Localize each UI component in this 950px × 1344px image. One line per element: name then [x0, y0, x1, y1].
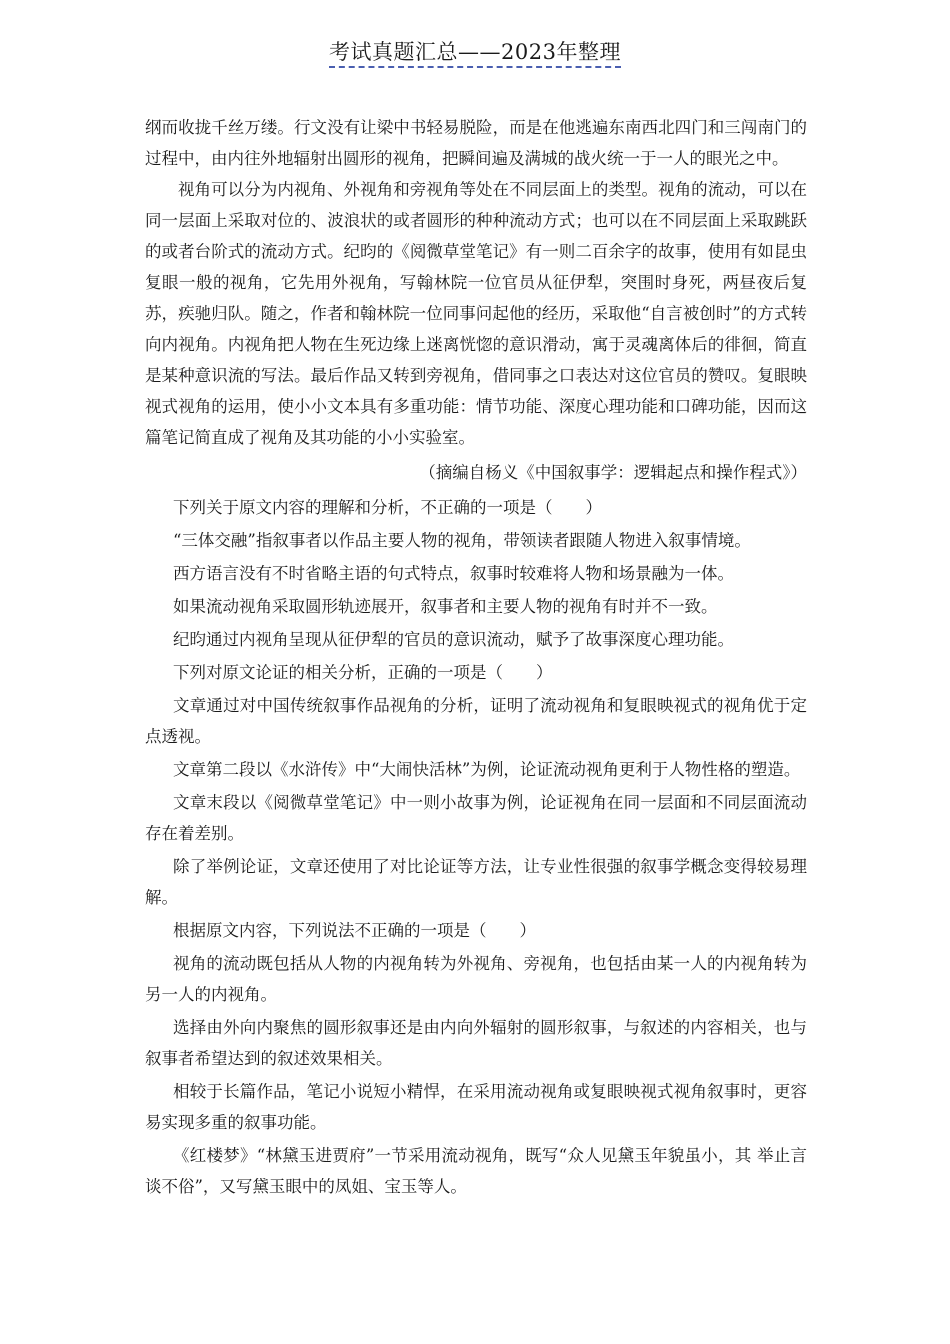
passage-paragraph: 视角可以分为内视角、外视角和旁视角等处在不同层面上的类型。视角的流动，可以在同一层面上采取对位的、波浪状的或者圆形的种种流动方式；也可以在不同层面上采取跳跃的或者台阶式的流动方式。纪昀的《阅微草堂笔记》有一则二百余字的故事，使用有如昆虫复眼一般的视角，它先用外视角，写翰林院一位官员从征伊犁，突围时身死，两昼夜后复苏，疾驰归队。随之，作者和翰林院一位同事问起他的经历，采取他“自言被创时”的方式转向内视角。内视角把人物在生死边缘上迷离恍惚的意识滑动，寓于灵魂离体后的徘徊，简直是某种意识流的写法。最后作品又转到旁视角，借同事之口表达对这位官员的赞叹。复眼映视式视角的运用，使小小文本具有多重功能：情节功能、深度心理功能和口碑功能，因而这篇笔记简直成了视角及其功能的小小实验室。 — [145, 180, 807, 447]
question-option: “三体交融”指叙事者以作品主要人物的视角，带领读者跟随人物进入叙事情境。 — [173, 531, 751, 550]
question-option: 文章末段以《阅微草堂笔记》中一则小故事为例，论证视角在同一层面和不同层面流动存在着差别。 — [145, 793, 807, 843]
question-stem: 下列关于原文内容的理解和分析，不正确的一项是（ ） — [173, 498, 602, 517]
question-option: 除了举例论证，文章还使用了对比论证等方法，让专业性很强的叙事学概念变得较易理解。 — [145, 857, 807, 907]
document-body — [145, 112, 807, 1204]
question-block — [145, 915, 807, 1202]
passage-paragraph: 纲而收拢千丝万缕。行文没有让梁中书轻易脱险，而是在他逃遍东南西北四门和三闯南门的过程中，由内往外地辐射出圆形的视角，把瞬间遍及满城的战火统一于一人的眼光之中。 — [145, 118, 807, 168]
passage-source: （摘编自杨义《中国叙事学：逻辑起点和操作程式》） — [419, 463, 807, 482]
question-option: 纪昀通过内视角呈现从征伊犁的官员的意识流动，赋予了故事深度心理功能。 — [173, 630, 734, 649]
question-option: 如果流动视角采取圆形轨迹展开，叙事者和主要人物的视角有时并不一致。 — [173, 597, 718, 616]
question-option: 西方语言没有不时省略主语的句式特点，叙事时较难将人物和场景融为一体。 — [173, 564, 734, 583]
question-stem: 下列对原文论证的相关分析，正确的一项是（ ） — [173, 663, 553, 682]
question-option: 视角的流动既包括从人物的内视角转为外视角、旁视角，也包括由某一人的内视角转为另一人的内视角。 — [145, 954, 807, 1004]
question-option: 相较于长篇作品，笔记小说短小精悍，在采用流动视角或复眼映视式视角叙事时，更容易实现多重的叙事功能。 — [145, 1082, 807, 1132]
question-block — [145, 492, 807, 655]
question-option: 选择由外向内聚焦的圆形叙事还是由内向外辐射的圆形叙事，与叙述的内容相关，也与叙事者希望达到的叙述效果相关。 — [145, 1018, 807, 1068]
header-title: 考试真题汇总——2023年整理 — [329, 40, 621, 68]
question-option: 文章通过对中国传统叙事作品视角的分析，证明了流动视角和复眼映视式的视角优于定点透视。 — [145, 696, 807, 746]
question-option: 文章第二段以《水浒传》中“大闹快活林”为例，论证流动视角更利于人物性格的塑造。 — [173, 760, 801, 779]
question-stem: 根据原文内容，下列说法不正确的一项是（ ） — [173, 921, 536, 940]
question-option: 《红楼梦》“林黛玉进贾府”一节采用流动视角，既写“众人见黛玉年貌虽小，其 举止言谈不俗”，又写黛玉眼中的凤姐、宝玉等人。 — [145, 1146, 807, 1196]
page-header — [0, 36, 950, 66]
question-block — [145, 657, 807, 913]
